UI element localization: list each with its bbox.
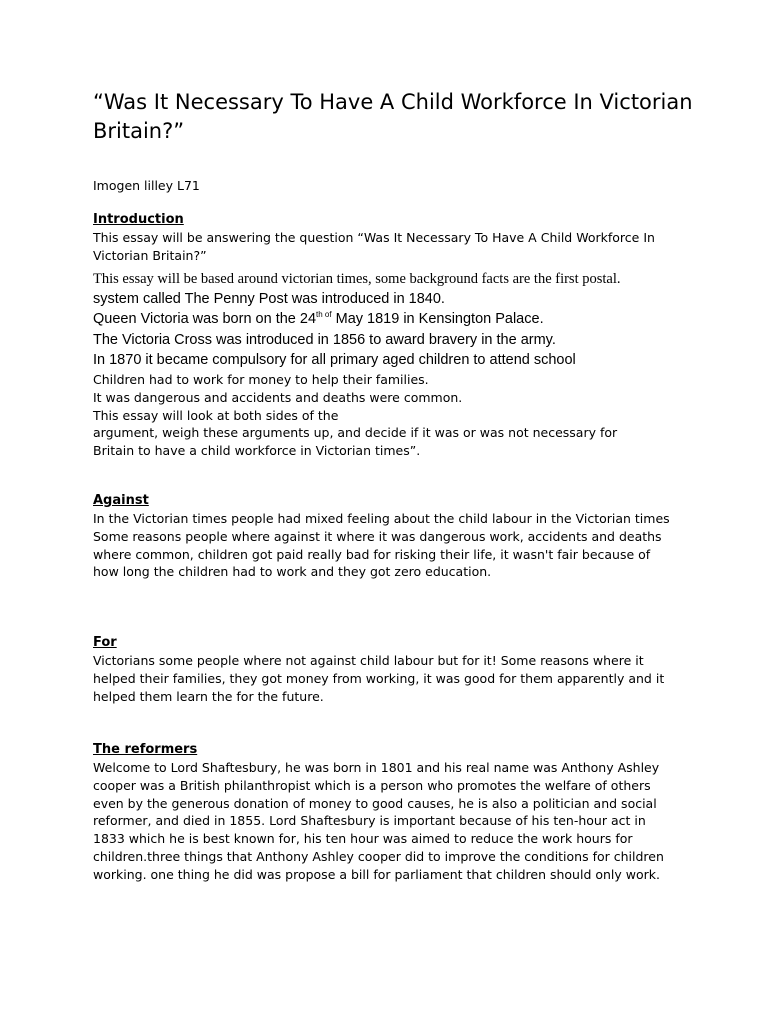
reformers-paragraph	[93, 759, 693, 884]
text-line: Some reasons people where against it where it was dangerous work, accidents and deaths	[93, 528, 662, 544]
text-line: Children had to work for money to help their families.	[93, 371, 429, 387]
text-line: helped their families, they got money from working, it was good for them apparently and it	[93, 670, 665, 686]
against-paragraph	[93, 510, 693, 581]
text-line: how long the children had to work and they got zero education.	[93, 564, 492, 580]
text-line: Welcome to Lord Shaftesbury, he was born in 1801 and his real name was Anthony Ashley	[93, 760, 660, 775]
against-heading: Against	[93, 493, 149, 508]
queen-fact-text-end: May 1819 in Kensington Palace.	[331, 311, 544, 328]
ordinal-superscript: th of	[316, 310, 332, 320]
for-paragraph	[93, 652, 693, 705]
queen-fact-text: Queen Victoria was born on the 24	[93, 311, 317, 328]
introduction-paragraph	[93, 229, 693, 265]
for-heading: For	[93, 635, 117, 650]
text-line: reformer, and died in 1855. Lord Shaftesbury is important because of his ten-hour act in	[93, 813, 646, 829]
compulsory-school-fact: In 1870 it became compulsory for all primary aged children to attend school	[93, 352, 576, 369]
text-line: argument, weigh these arguments up, and decide if it was or was not necessary for	[93, 425, 618, 441]
text-line: even by the generous donation of money to good causes, he is also a politician and social	[93, 795, 657, 811]
victoria-cross-fact: The Victoria Cross was introduced in 1856 to award bravery in the army.	[93, 331, 556, 348]
queen-victoria-fact	[93, 309, 693, 330]
text-line: cooper was a British philanthropist which is a person who promotes the welfare of others	[93, 777, 651, 793]
text-line: Britain to have a child workforce in Victorian times”.	[93, 443, 421, 459]
text-line: children.three things that Anthony Ashley cooper did to improve the conditions for children	[93, 848, 664, 864]
document-title: “Was It Necessary To Have A Child Workforce In Victorian Britain?”	[93, 90, 693, 143]
introduction-heading: Introduction	[93, 212, 184, 227]
text-line: In the Victorian times people had mixed feeling about the child labour in the Victorian times	[93, 511, 670, 526]
author-line: Imogen lilley L71	[93, 178, 200, 193]
for-section	[93, 634, 693, 705]
introduction-closing-paragraph	[93, 371, 693, 460]
text-line: This essay will be answering the question “Was It Necessary To Have A Child Workforce In	[93, 230, 655, 245]
text-line: working. one thing he did was propose a bill for parliament that children should only work.	[93, 866, 660, 882]
text-line: 1833 which he is best known for, his ten hour was aimed to reduce the work hours for	[93, 831, 633, 847]
background-intro-line: This essay will be based around victorian times, some background facts are the first postal.	[93, 270, 621, 287]
text-line: This essay will look at both sides of the	[93, 407, 339, 423]
text-line: Victorian Britain?”	[93, 247, 207, 263]
reformers-section	[93, 741, 693, 884]
text-line: where common, children got paid really bad for risking their life, it wasn't fair because of	[93, 546, 651, 562]
text-line: helped them learn the for the future.	[93, 688, 324, 704]
against-section	[93, 492, 693, 581]
introduction-section	[93, 211, 693, 460]
reformers-heading: The reformers	[93, 742, 198, 757]
text-line: Victorians some people where not against child labour but for it! Some reasons where it	[93, 653, 644, 668]
text-line: It was dangerous and accidents and deaths were common.	[93, 389, 463, 405]
penny-post-fact: system called The Penny Post was introduced in 1840.	[93, 290, 445, 307]
